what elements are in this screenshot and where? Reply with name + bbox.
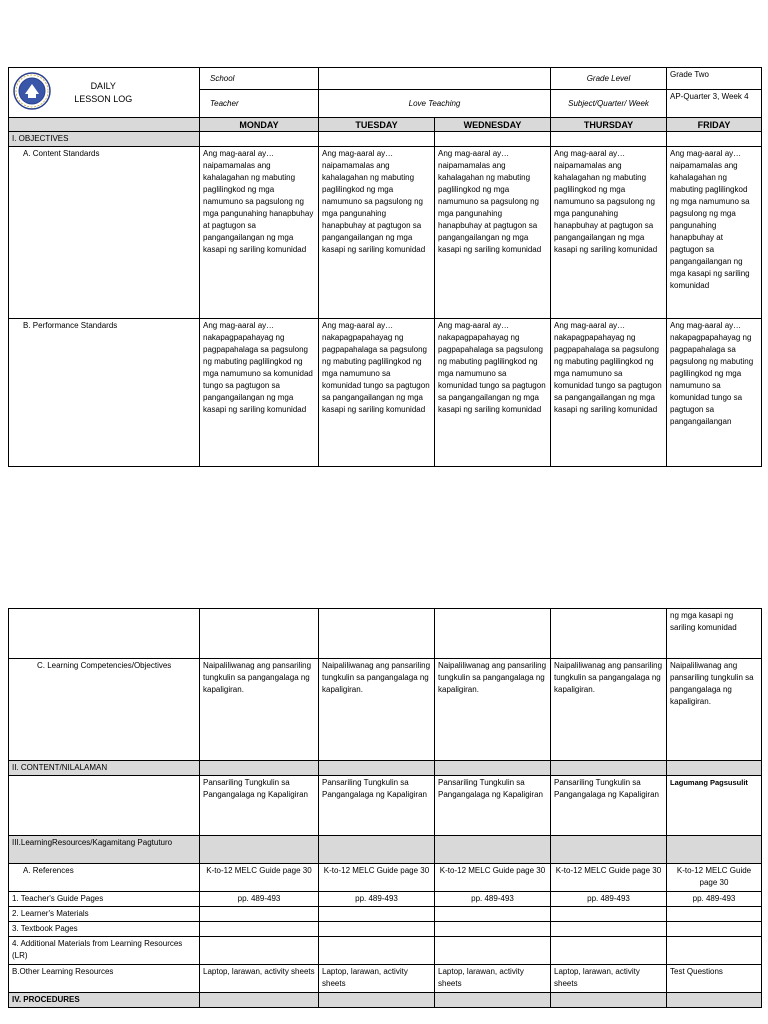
tg-tuesday: pp. 489-493 <box>319 892 435 907</box>
performance-standards-monday: Ang mag-aaral ay… nakapagpapahayag ng pagpapahalaga sa pagsulong ng mabuting paglilingkod ng mga namumuno sa komunidad tungo sa pagtugon sa pangangailangan ng mga kasapi ng sariling komunidad <box>200 319 319 467</box>
content-standards-friday: Ang mag-aaral ay… naipamamalas ang kahalagahan ng mabuting paglilingkod ng mga namumuno sa pagsulong ng mga pangunahing hanapbuhay at pagtugon sa pangangailangan ng mga kasapi ng sariling komunidad <box>667 147 762 319</box>
day-header-tuesday: TUESDAY <box>319 118 435 132</box>
other-tuesday: Laptop, larawan, activity sheets <box>319 965 435 993</box>
other-resources-label: B.Other Learning Resources <box>9 965 200 993</box>
content-monday: Pansariling Tungkulin sa Pangangalaga ng Kapaligiran <box>200 776 319 836</box>
deped-seal-icon <box>12 72 52 114</box>
subject-value: AP-Quarter 3, Week 4 <box>667 90 762 118</box>
other-monday: Laptop, larawan, activity sheets <box>200 965 319 993</box>
content-thursday: Pansariling Tungkulin sa Pangangalaga ng Kapaligiran <box>551 776 667 836</box>
header-title-cell <box>9 68 200 118</box>
competencies-wednesday: Naipaliliwanag ang pansariling tungkulin sa pangangalaga ng kapaligiran. <box>435 659 551 761</box>
references-wednesday: K-to-12 MELC Guide page 30 <box>435 864 551 892</box>
references-friday: K-to-12 MELC Guide page 30 <box>667 864 762 892</box>
competencies-label: C. Learning Competencies/Objectives <box>9 659 200 761</box>
performance-standards-tuesday: Ang mag-aaral ay… nakapagpapahayag ng pagpapahalaga sa pagsulong ng mabuting paglilingkod ng mga namumuno sa komunidad tungo sa pagtugon sa pangangailangan ng mga kasapi ng sariling komunidad <box>319 319 435 467</box>
lesson-log-table-page2 <box>8 608 762 1008</box>
day-header-friday: FRIDAY <box>667 118 762 132</box>
learners-materials-label: 2. Learner's Materials <box>9 907 200 922</box>
subject-label: Subject/Quarter/ Week <box>551 90 667 118</box>
additional-materials-label: 4. Additional Materials from Learning Resources (LR) <box>9 937 200 965</box>
performance-standards-thursday: Ang mag-aaral ay… nakapagpapahayag ng pagpapahalaga sa pagsulong ng mabuting paglilingkod ng mga namumuno sa komunidad tungo sa pagtugon sa pangangailangan ng mga kasapi ng sariling komunidad <box>551 319 667 467</box>
resources-section-label: III.LearningResources/Kagamitang Pagtuturo <box>9 836 200 864</box>
teachers-guide-label: 1. Teacher's Guide Pages <box>9 892 200 907</box>
content-wednesday: Pansariling Tungkulin sa Pangangalaga ng Kapaligiran <box>435 776 551 836</box>
tg-friday: pp. 489-493 <box>667 892 762 907</box>
other-friday: Test Questions <box>667 965 762 993</box>
school-value <box>319 68 551 90</box>
other-thursday: Laptop, larawan, activity sheets <box>551 965 667 993</box>
performance-standards-friday: Ang mag-aaral ay… nakapagpapahayag ng pagpapahalaga sa pagsulong ng mabuting paglilingkod ng mga namumuno sa komunidad tungo sa pagtugon sa pangangailangan <box>667 319 762 467</box>
teacher-value: Love Teaching <box>319 90 551 118</box>
competencies-monday: Naipaliliwanag ang pansariling tungkulin sa pangangalaga ng kapaligiran. <box>200 659 319 761</box>
header-title: DAILY LESSON LOG <box>74 80 133 104</box>
competencies-thursday: Naipaliliwanag ang pansariling tungkulin sa pangangalaga ng kapaligiran. <box>551 659 667 761</box>
other-wednesday: Laptop, larawan, activity sheets <box>435 965 551 993</box>
tg-monday: pp. 489-493 <box>200 892 319 907</box>
references-label: A. References <box>9 864 200 892</box>
objectives-section-label: I. OBJECTIVES <box>9 132 200 147</box>
day-header-monday: MONDAY <box>200 118 319 132</box>
day-header-wednesday: WEDNESDAY <box>435 118 551 132</box>
references-tuesday: K-to-12 MELC Guide page 30 <box>319 864 435 892</box>
day-header-blank <box>9 118 200 132</box>
references-monday: K-to-12 MELC Guide page 30 <box>200 864 319 892</box>
content-standards-thursday: Ang mag-aaral ay… naipamamalas ang kahalagahan ng mabuting paglilingkod ng mga namumuno sa pagsulong ng mga pangunahing hanapbuhay at pagtugon sa pangangailangan ng mga kasapi ng sariling komunidad <box>551 147 667 319</box>
performance-standards-label: B. Performance Standards <box>9 319 200 467</box>
day-header-thursday: THURSDAY <box>551 118 667 132</box>
tg-wednesday: pp. 489-493 <box>435 892 551 907</box>
grade-value: Grade Two <box>667 68 762 90</box>
tg-thursday: pp. 489-493 <box>551 892 667 907</box>
content-friday: Lagumang Pagsusulit <box>667 776 762 836</box>
content-standards-tuesday: Ang mag-aaral ay… naipamamalas ang kahalagahan ng mabuting paglilingkod ng mga namumuno sa pagsulong ng mga pangunahing hanapbuhay at pagtugon sa pangangailangan ng mga kasapi ng sariling komunidad <box>319 147 435 319</box>
content-standards-label: A. Content Standards <box>9 147 200 319</box>
content-section-label: II. CONTENT/NILALAMAN <box>9 761 200 776</box>
carryover-friday: ng mga kasapi ng sariling komunidad <box>667 609 762 659</box>
content-tuesday: Pansariling Tungkulin sa Pangangalaga ng Kapaligiran <box>319 776 435 836</box>
school-label: School <box>200 68 319 90</box>
content-standards-monday: Ang mag-aaral ay… naipamamalas ang kahalagahan ng mabuting paglilingkod ng mga namumuno sa pagsulong ng mga pangunahing hanapbuhay at pagtugon sa pangangailangan ng mga kasapi ng sariling komunidad <box>200 147 319 319</box>
procedures-section-label: IV. PROCEDURES <box>9 993 200 1008</box>
lesson-log-table-page1 <box>8 67 762 467</box>
content-standards-wednesday: Ang mag-aaral ay… naipamamalas ang kahalagahan ng mabuting paglilingkod ng mga namumuno sa pagsulong ng mga pangunahing hanapbuhay at pagtugon sa pangangailangan ng mga kasapi ng sariling komunidad <box>435 147 551 319</box>
teacher-label: Teacher <box>200 90 319 118</box>
competencies-friday: Naipaliliwanag ang pansariling tungkulin sa pangangalaga ng kapaligiran. <box>667 659 762 761</box>
performance-standards-wednesday: Ang mag-aaral ay… nakapagpapahayag ng pagpapahalaga sa pagsulong ng mabuting paglilingkod ng mga namumuno sa komunidad tungo sa pagtugon sa pangangailangan ng mga kasapi ng sariling komunidad <box>435 319 551 467</box>
references-thursday: K-to-12 MELC Guide page 30 <box>551 864 667 892</box>
competencies-tuesday: Naipaliliwanag ang pansariling tungkulin sa pangangalaga ng kapaligiran. <box>319 659 435 761</box>
textbook-pages-label: 3. Textbook Pages <box>9 922 200 937</box>
grade-label: Grade Level <box>551 68 667 90</box>
